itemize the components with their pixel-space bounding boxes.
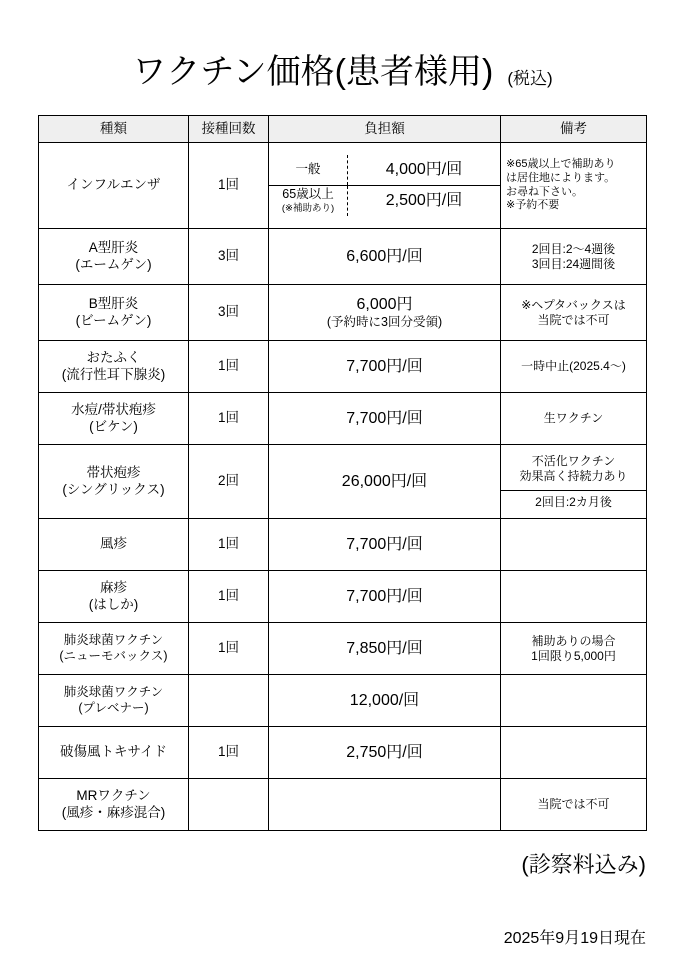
type-sub: (エームゲン) <box>75 256 152 272</box>
header-note: 備考 <box>501 116 647 143</box>
table-row <box>39 445 647 519</box>
influenza-amount-subtable <box>269 155 500 216</box>
row-times-pneumovax: 1回 <box>189 623 269 675</box>
row-type-tetanus <box>39 727 189 779</box>
row-type-shingrix <box>39 445 189 519</box>
note-line: 不活化ワクチン <box>531 453 616 468</box>
row-amount-mumps: 7,700円/回 <box>269 341 501 393</box>
row-times-mr <box>189 779 269 831</box>
amount-main: 6,000円 <box>356 295 413 313</box>
vaccine-price-table <box>38 115 647 831</box>
note-line: 生ワクチン <box>543 411 604 425</box>
type-sub: (シングリックス) <box>62 481 165 497</box>
row-amount-pneumovax: 7,850円/回 <box>269 623 501 675</box>
table-row <box>39 229 647 285</box>
table-row <box>39 519 647 571</box>
type-main: おたふく <box>86 349 141 365</box>
type-main: A型肝炎 <box>88 239 139 255</box>
row-amount-hepatitis-a: 6,600円/回 <box>269 229 501 285</box>
type-main: 肺炎球菌ワクチン <box>63 633 164 648</box>
row-amount-shingrix: 26,000円/回 <box>269 445 501 519</box>
table-row <box>39 143 647 229</box>
row-amount-tetanus: 2,750円/回 <box>269 727 501 779</box>
type-sub: (風疹・麻疹混合) <box>61 804 166 820</box>
note-block-bottom <box>501 491 646 515</box>
note-line: 2回目:2〜4週後 <box>531 241 616 256</box>
note-line: 当院では不可 <box>537 312 610 327</box>
type-main: 破傷風トキサイド <box>59 744 168 760</box>
row-amount-influenza <box>269 143 501 229</box>
type-sub: (はしか) <box>88 596 139 612</box>
title-row <box>0 44 685 93</box>
type-main: B型肝炎 <box>88 295 139 311</box>
table-row <box>39 341 647 393</box>
page-title: ワクチン価格(患者様用) <box>132 53 494 91</box>
note-line: 1回限り5,000円 <box>531 648 616 663</box>
row-amount-hepatitis-b <box>269 285 501 341</box>
row-times-hepatitis-a: 3回 <box>189 229 269 285</box>
effective-date: 2025年9月19日現在 <box>503 930 646 947</box>
amount-sub: (予約時に3回分受領) <box>326 314 443 329</box>
type-sub: (ニューモバックス) <box>59 649 168 664</box>
row-times-tetanus: 1回 <box>189 727 269 779</box>
row-note-varicella <box>501 393 647 445</box>
note-line: ※ヘプタバックスは <box>521 297 626 312</box>
row-times-influenza: 1回 <box>189 143 269 229</box>
header-amount: 負担額 <box>269 116 501 143</box>
row-type-hepatitis-a <box>39 229 189 285</box>
note-line: ※予約不要 <box>506 199 560 212</box>
row-note-pneumovax <box>501 623 647 675</box>
row-times-rubella: 1回 <box>189 519 269 571</box>
table-header-row <box>39 116 647 143</box>
note-block-top <box>501 449 646 491</box>
influenza-senior-value: 2,500円/回 <box>385 192 463 209</box>
type-main: MRワクチン <box>76 787 151 803</box>
table-row <box>39 571 647 623</box>
row-note-rubella <box>501 519 647 571</box>
type-sub: (ビームゲン) <box>75 312 152 328</box>
row-type-mr <box>39 779 189 831</box>
row-type-rubella <box>39 519 189 571</box>
row-note-mr: 当院では不可 <box>501 779 647 831</box>
row-type-mumps <box>39 341 189 393</box>
row-times-hepatitis-b: 3回 <box>189 285 269 341</box>
tax-included-note: (税込) <box>507 69 553 88</box>
row-amount-prevenar: 12,000/回 <box>269 675 501 727</box>
type-main: インフルエンザ <box>66 177 161 193</box>
row-note-measles <box>501 571 647 623</box>
row-amount-rubella: 7,700円/回 <box>269 519 501 571</box>
row-amount-mr <box>269 779 501 831</box>
row-type-influenza <box>39 143 189 229</box>
row-amount-measles: 7,700円/回 <box>269 571 501 623</box>
row-times-mumps: 1回 <box>189 341 269 393</box>
header-type: 種類 <box>39 116 189 143</box>
row-type-varicella <box>39 393 189 445</box>
note-line: 2回目:2カ月後 <box>535 494 612 509</box>
row-amount-varicella: 7,700円/回 <box>269 393 501 445</box>
type-main: 風疹 <box>100 536 127 552</box>
row-type-prevenar <box>39 675 189 727</box>
note-line: 一時中止(2025.4〜) <box>521 359 626 373</box>
note-line: お尋ね下さい。 <box>506 185 583 198</box>
table-row <box>39 393 647 445</box>
row-times-shingrix: 2回 <box>189 445 269 519</box>
table-row <box>39 623 647 675</box>
row-times-prevenar <box>189 675 269 727</box>
header-times: 接種回数 <box>189 116 269 143</box>
row-note-prevenar <box>501 675 647 727</box>
table-row <box>39 675 647 727</box>
row-note-influenza <box>501 143 647 229</box>
consultation-fee-note: (診察料込み) <box>521 852 646 877</box>
type-main: 肺炎球菌ワクチン <box>63 685 164 700</box>
row-type-pneumovax <box>39 623 189 675</box>
note-line: 3回目:24週間後 <box>531 256 616 271</box>
note-line: は居住地によります。 <box>506 171 616 184</box>
type-main: 帯状疱疹 <box>86 464 141 480</box>
type-main: 水痘/帯状疱疹 <box>71 401 156 417</box>
influenza-general-label: 一般 <box>269 155 348 186</box>
row-times-varicella: 1回 <box>189 393 269 445</box>
row-type-measles <box>39 571 189 623</box>
type-main: 麻疹 <box>100 579 127 595</box>
note-line: 補助ありの場合 <box>531 633 616 648</box>
influenza-general-value: 4,000円/回 <box>348 155 501 186</box>
row-note-hepatitis-b <box>501 285 647 341</box>
table-row <box>39 779 647 831</box>
table-row <box>39 285 647 341</box>
note-line: ※65歳以上で補助あり <box>506 158 616 170</box>
note-line: 効果高く持続力あり <box>519 468 628 483</box>
row-note-hepatitis-a <box>501 229 647 285</box>
influenza-senior-label: 65歳以上 (※補助あり) <box>269 186 348 217</box>
table-row <box>39 727 647 779</box>
row-times-measles: 1回 <box>189 571 269 623</box>
type-sub: (ビケン) <box>89 418 138 434</box>
type-sub: (流行性耳下腺炎) <box>61 366 166 382</box>
row-type-hepatitis-b <box>39 285 189 341</box>
row-note-mumps <box>501 341 647 393</box>
row-note-tetanus <box>501 727 647 779</box>
type-sub: (プレベナー) <box>78 701 149 716</box>
row-note-shingrix <box>501 445 647 519</box>
